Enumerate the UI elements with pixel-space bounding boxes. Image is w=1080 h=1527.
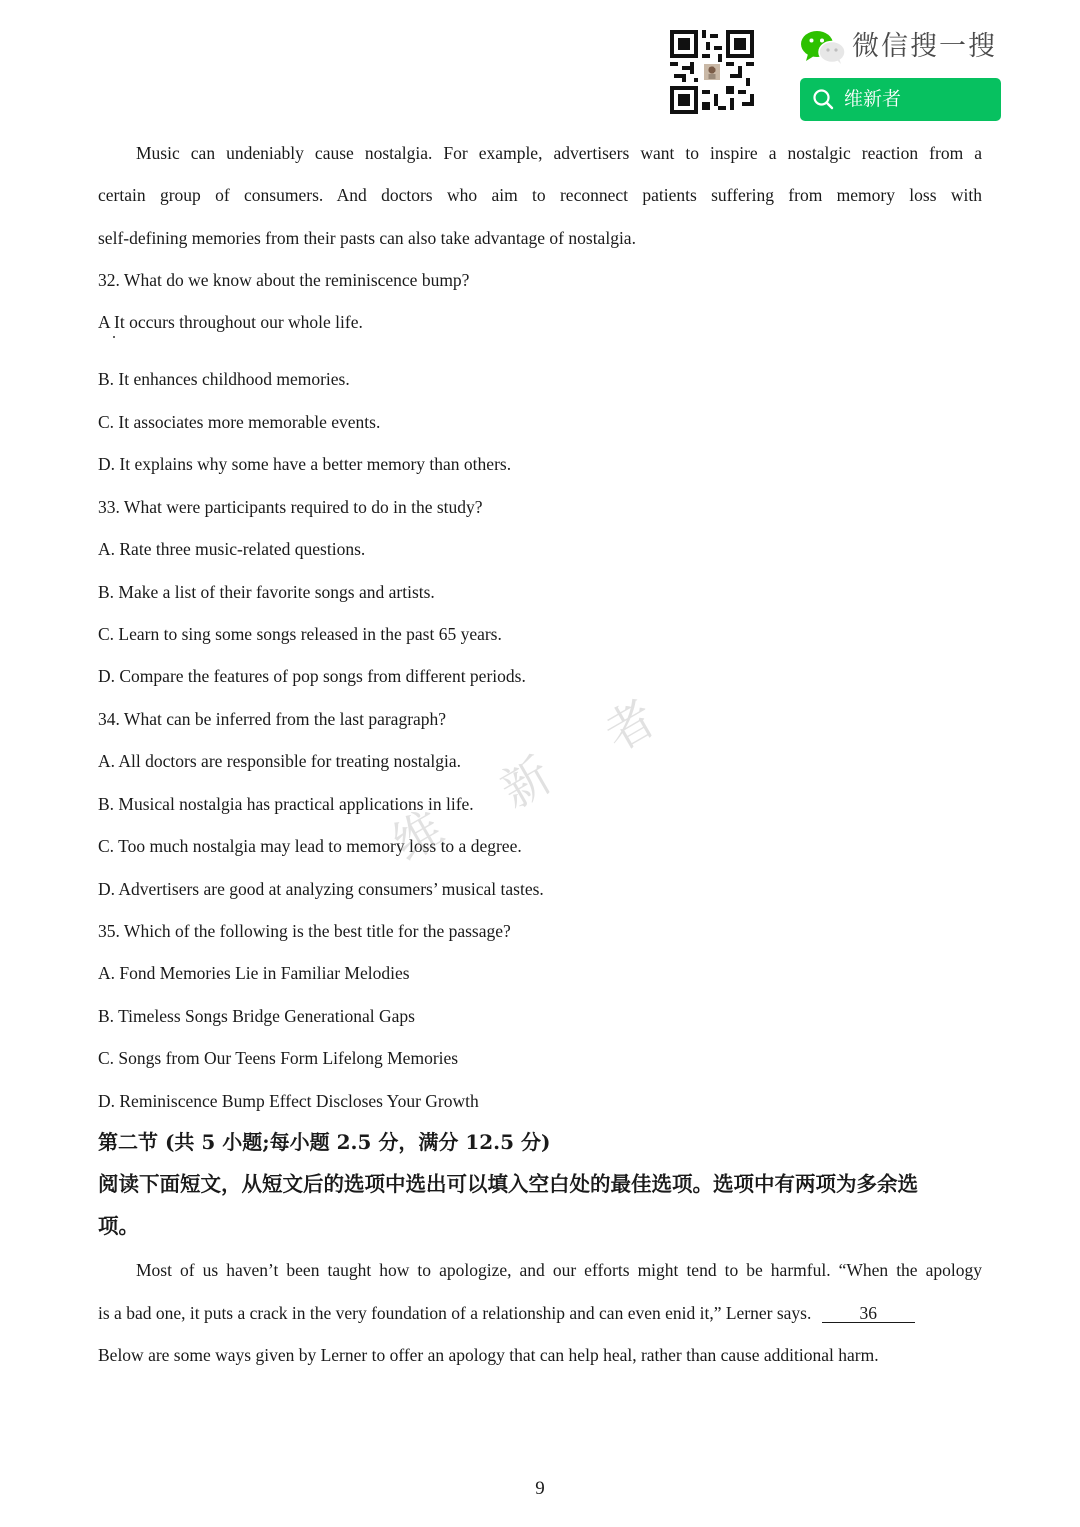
- section-instruction: 阅读下面短文，从短文后的选项中选出可以填入空白处的最佳选项。选项中有两项为多余选: [98, 1172, 918, 1196]
- watermark-char: 维: [383, 800, 454, 873]
- answer-option: A. All doctors are responsible for treating nostalgia.: [98, 751, 462, 771]
- wechat-search-promo: [800, 28, 1020, 68]
- passage-paragraph-line: self-defining memories from their pasts can also take advantage of nostalgia.: [98, 228, 636, 248]
- answer-option: B. It enhances childhood memories.: [98, 369, 350, 389]
- answer-option: C. Songs from Our Teens Form Lifelong Memories: [98, 1048, 459, 1068]
- answer-option: A. Fond Memories Lie in Familiar Melodies: [98, 963, 410, 983]
- passage-paragraph-line: Most of us haven’t been taught how to apologize, and our efforts might tend to be harmful. “When the apology: [136, 1260, 982, 1280]
- question-stem: 33. What were participants required to do in the study?: [98, 497, 483, 517]
- search-term: 维新者: [844, 88, 902, 110]
- answer-option: B. Make a list of their favorite songs and artists.: [98, 582, 435, 602]
- passage-text: is a bad one, it puts a crack in the very foundation of a relationship and can even enid it,” Lerner says.: [98, 1303, 812, 1323]
- answer-option: A. Rate three music-related questions.: [98, 539, 366, 559]
- section-title: 第二节 (共 5 小题;每小题 2.5 分，满分 12.5 分): [98, 1130, 551, 1154]
- watermark-char: 新: [491, 747, 562, 820]
- answer-option: B. Musical nostalgia has practical applications in life.: [98, 794, 474, 814]
- question-stem: 35. Which of the following is the best title for the passage?: [98, 921, 511, 941]
- passage-paragraph-line: [98, 1301, 982, 1325]
- passage-paragraph-line: certain group of consumers. And doctors who aim to reconnect patients suffering from memory loss with: [98, 185, 982, 205]
- answer-option: B. Timeless Songs Bridge Generational Gaps: [98, 1006, 415, 1026]
- wechat-logo-icon: [800, 30, 846, 64]
- answer-option: D. It explains why some have a better memory than others.: [98, 454, 512, 474]
- answer-option: C. It associates more memorable events.: [98, 412, 381, 432]
- answer-option: D. Advertisers are good at analyzing consumers’ musical tastes.: [98, 879, 544, 899]
- section-instruction: 项。: [98, 1214, 139, 1238]
- blank-36: 36: [822, 1304, 915, 1323]
- qr-code: [670, 30, 754, 114]
- stray-dot: [113, 336, 115, 338]
- passage-paragraph-line: Below are some ways given by Lerner to offer an apology that can help heal, rather than cause additional harm.: [98, 1345, 879, 1365]
- wechat-search-box[interactable]: [800, 78, 1001, 121]
- search-icon: [812, 88, 834, 110]
- question-stem: 34. What can be inferred from the last paragraph?: [98, 709, 447, 729]
- answer-option: D. Reminiscence Bump Effect Discloses Your Growth: [98, 1091, 479, 1111]
- question-stem: 32. What do we know about the reminiscence bump?: [98, 270, 470, 290]
- page-number: 9: [535, 1478, 545, 1499]
- answer-option: A It occurs throughout our whole life.: [98, 312, 363, 332]
- answer-option: C. Too much nostalgia may lead to memory loss to a degree.: [98, 836, 522, 856]
- passage-paragraph-line: Music can undeniably cause nostalgia. For example, advertisers want to inspire a nostalgic reaction from a: [136, 143, 982, 163]
- watermark-char: 者: [595, 690, 666, 763]
- answer-option: D. Compare the features of pop songs from different periods.: [98, 666, 526, 686]
- answer-option: C. Learn to sing some songs released in the past 65 years.: [98, 624, 502, 644]
- wechat-search-title: 微信搜一搜: [852, 31, 997, 62]
